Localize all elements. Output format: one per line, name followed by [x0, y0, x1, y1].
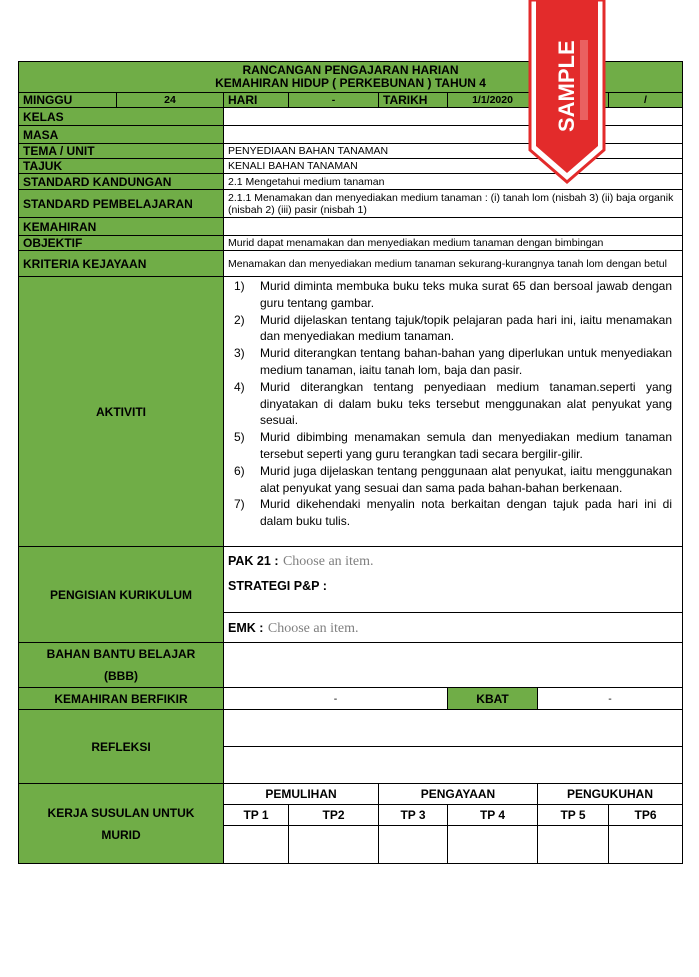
tp2-header: TP2 — [289, 805, 379, 826]
aktiviti-item — [234, 345, 672, 379]
aktiviti-item — [234, 278, 672, 312]
sample-stamp-strip — [580, 40, 588, 120]
aktiviti-item-text: Murid dijelaskan tentang tajuk/topik pelajaran pada hari ini, iaitu menamakan dan menyediakan medium tanaman. — [260, 312, 673, 344]
minggu-value[interactable]: 24 — [117, 93, 224, 108]
aktiviti-list — [228, 278, 678, 530]
tp2-cell[interactable] — [289, 826, 379, 864]
bbb-value[interactable] — [224, 643, 683, 688]
aktiviti-item — [234, 312, 672, 346]
sample-stamp — [527, 0, 607, 185]
tarikh-label: TARIKH — [379, 93, 448, 108]
aktiviti-item-text: Murid diminta membuka buku teks muka surat 65 dan bersoal jawab dengan guru tentang gambar. — [260, 279, 673, 310]
objektif-label: OBJEKTIF — [19, 236, 224, 251]
strategi-label: STRATEGI P&P : — [228, 578, 327, 593]
refleksi-line-2[interactable] — [224, 747, 683, 784]
plan-title-line1: RANCANGAN PENGAJARAN HARIAN — [242, 63, 459, 77]
tp6-header: TP6 — [609, 805, 683, 826]
aktiviti-item — [234, 429, 672, 463]
aktiviti-item — [234, 463, 672, 497]
standard-pembelajaran-label: STANDARD PEMBELAJARAN — [19, 190, 224, 218]
bbb-label-line2: (BBB) — [104, 669, 138, 683]
emk-label: EMK : — [228, 620, 264, 635]
masa-row-value[interactable] — [224, 126, 683, 144]
tp1-header: TP 1 — [224, 805, 289, 826]
bbb-label — [19, 643, 224, 688]
hari-value[interactable]: - — [289, 93, 379, 108]
kbat-value[interactable]: - — [538, 688, 683, 710]
aktiviti-cell[interactable] — [224, 277, 683, 547]
tema-label: TEMA / UNIT — [19, 144, 224, 159]
kerja-susulan-line2: MURID — [101, 827, 141, 842]
aktiviti-label: AKTIVITI — [19, 277, 224, 547]
aktiviti-item-number: 6) — [234, 463, 245, 478]
emk-row[interactable] — [224, 613, 683, 643]
aktiviti-item-number: 7) — [234, 497, 245, 512]
objektif-value[interactable]: Murid dapat menamakan dan menyediakan medium tanaman dengan bimbingan — [224, 236, 683, 251]
kemahiran-berfikir-label: KEMAHIRAN BERFIKIR — [19, 688, 224, 710]
bbb-label-line1: BAHAN BANTU BELAJAR — [46, 647, 196, 661]
aktiviti-item-number: 5) — [234, 430, 245, 445]
masa-label: MASA — [19, 126, 224, 144]
aktiviti-item — [234, 496, 672, 530]
kriteria-value[interactable]: Menamakan dan menyediakan medium tanaman sekurang-kurangnya tanah lom dengan betul — [224, 251, 683, 277]
aktiviti-item-text: Murid diterangkan tentang penyediaan medium tanaman.seperti yang dinyatakan di dalam buku teks tersebut menggunakan alat penyukat yang sesuai. — [260, 379, 673, 428]
standard-kandungan-label: STANDARD KANDUNGAN — [19, 174, 224, 190]
pengayaan-header: PENGAYAAN — [379, 784, 538, 805]
aktiviti-item-number: 2) — [234, 312, 245, 327]
kerja-susulan-label — [19, 784, 224, 864]
aktiviti-item-number: 3) — [234, 346, 245, 361]
tema-value[interactable]: PENYEDIAAN BAHAN TANAMAN — [224, 144, 683, 159]
tp5-header: TP 5 — [538, 805, 609, 826]
strategi-row[interactable] — [224, 575, 683, 613]
aktiviti-item-text: Murid juga dijelaskan tentang penggunaan alat penyukat, iaitu menggunakan alat penyukat yang sesuai dan sama pada bahan-bahan berkenaan. — [260, 463, 673, 495]
pemulihan-header: PEMULIHAN — [224, 784, 379, 805]
tajuk-value[interactable]: KENALI BAHAN TANAMAN — [224, 159, 683, 174]
aktiviti-item-text: Murid dikehendaki menyalin nota berkaitan dengan tajuk pada hari ini di dalam buku tulis. — [260, 497, 673, 529]
kelas-value[interactable] — [224, 108, 683, 126]
tp4-cell[interactable] — [448, 826, 538, 864]
tajuk-label: TAJUK — [19, 159, 224, 174]
kerja-susulan-line1: KERJA SUSULAN UNTUK — [47, 805, 195, 820]
standard-pembelajaran-value[interactable]: 2.1.1 Menamakan dan menyediakan medium tanaman : (i) tanah lom (nisbah 3) (ii) baja organik (nisbah 2) (iii) pasir (nisbah 1) — [224, 190, 683, 218]
masa-value[interactable]: / — [609, 93, 683, 108]
tp5-cell[interactable] — [538, 826, 609, 864]
kelas-label: KELAS — [19, 108, 224, 126]
kriteria-label: KRITERIA KEJAYAAN — [19, 251, 224, 277]
kemahiran-value[interactable] — [224, 218, 683, 236]
tp3-cell[interactable] — [379, 826, 448, 864]
refleksi-line-1[interactable] — [224, 710, 683, 747]
pengukuhan-header: PENGUKUHAN — [538, 784, 683, 805]
aktiviti-item-text: Murid diterangkan tentang bahan-bahan yang diperlukan untuk menyediakan medium tanaman, iaitu tanah lom, baja dan pasir. — [260, 346, 673, 377]
sample-stamp-text: SAMPLE — [554, 40, 579, 132]
refleksi-label: REFLEKSI — [19, 710, 224, 784]
standard-kandungan-value[interactable]: 2.1 Mengetahui medium tanaman — [224, 174, 683, 190]
emk-dropdown[interactable]: Choose an item. — [267, 620, 359, 636]
tp3-header: TP 3 — [379, 805, 448, 826]
aktiviti-item-text: Murid dibimbing menamakan semula dan menyediakan medium tanaman tersebut seperti yang guru terangkan tadi secara bergilir-gilir. — [260, 430, 673, 461]
kemahiran-berfikir-value[interactable]: - — [224, 688, 448, 710]
kbat-label: KBAT — [448, 688, 538, 710]
kemahiran-label: KEMAHIRAN — [19, 218, 224, 236]
aktiviti-item-number: 1) — [234, 279, 245, 293]
kurikulum-label: PENGISIAN KURIKULUM — [19, 547, 224, 643]
tp1-cell[interactable] — [224, 826, 289, 864]
pak21-row[interactable] — [224, 547, 683, 575]
aktiviti-item-number: 4) — [234, 379, 245, 394]
tp6-cell[interactable] — [609, 826, 683, 864]
hari-label: HARI — [224, 93, 289, 108]
pak21-label: PAK 21 : — [228, 553, 279, 568]
tarikh-value[interactable]: 1/1/2020 — [448, 93, 538, 108]
aktiviti-item — [234, 379, 672, 429]
tp4-header: TP 4 — [448, 805, 538, 826]
pak21-dropdown[interactable]: Choose an item. — [282, 553, 374, 569]
minggu-label: MINGGU — [19, 93, 117, 108]
plan-title-line2: KEMAHIRAN HIDUP ( PERKEBUNAN ) TAHUN 4 — [215, 76, 486, 90]
